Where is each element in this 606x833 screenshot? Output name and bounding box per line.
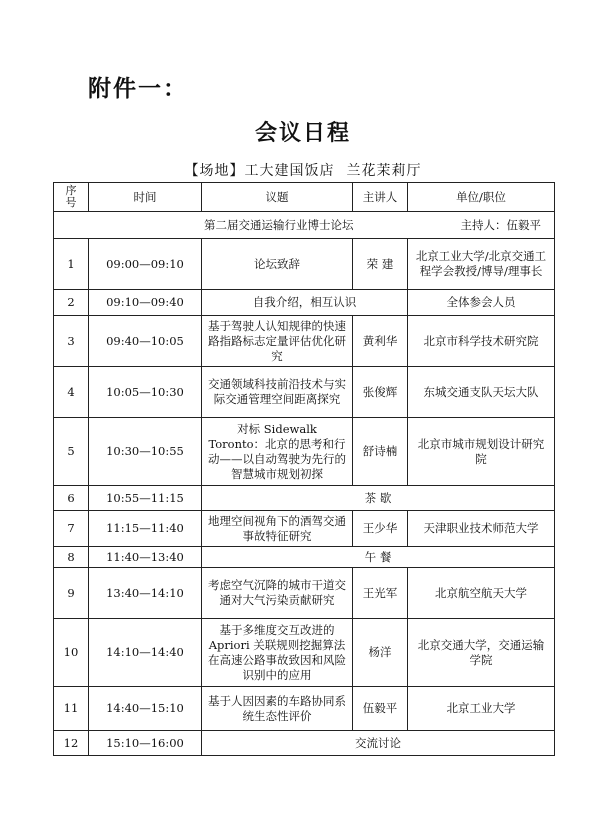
row-time: 14:40—15:10: [89, 687, 202, 731]
header-seq-line-1: 序: [65, 184, 77, 197]
row-affiliation: 北京市科学技术研究院: [408, 316, 555, 367]
row-time: 11:15—11:40: [89, 511, 202, 547]
venue-room: 兰花茉莉厅: [346, 163, 422, 179]
schedule-table: [53, 182, 555, 756]
row-topic: 考虑空气沉降的城市干道交通对大气污染贡献研究: [202, 568, 353, 619]
row-affiliation: 北京市城市规划设计研究院: [408, 418, 555, 486]
row-time: 14:10—14:40: [89, 619, 202, 687]
table-row: [54, 239, 555, 290]
row-number: 6: [54, 486, 89, 511]
venue-bracket-label: 【场地】: [184, 163, 245, 179]
table-row: [54, 511, 555, 547]
row-topic: 论坛致辞: [202, 239, 353, 290]
row-topic: 基于驾驶人认知规律的快速路指路标志定量评估优化研究: [202, 316, 353, 367]
row-time: 10:55—11:15: [89, 486, 202, 511]
row-number: 12: [54, 731, 89, 756]
row-speaker: 王光军: [353, 568, 408, 619]
header-affiliation: 单位/职位: [408, 183, 555, 212]
row-topic: 地理空间视角下的酒驾交通事故特征研究: [202, 511, 353, 547]
row-number: 4: [54, 367, 89, 418]
row-break-label: 午 餐: [202, 547, 555, 568]
row-topic: 对标 Sidewalk Toronto：北京的思考和行动——以自动驾驶为先行的智慧城市规划初探: [202, 418, 353, 486]
row-affiliation: 天津职业技术师范大学: [408, 511, 555, 547]
row-topic: 基于人因因素的车路协同系统生态性评价: [202, 687, 353, 731]
row-number: 9: [54, 568, 89, 619]
row-speaker: 舒诗楠: [353, 418, 408, 486]
session-cell: [54, 212, 555, 239]
row-number: 2: [54, 290, 89, 316]
header-seq-line-2: 号: [65, 196, 77, 209]
row-topic: 交通领域科技前沿技术与实际交通管理空间距离探究: [202, 367, 353, 418]
row-number: 1: [54, 239, 89, 290]
header-seq: [54, 183, 89, 212]
row-time: 15:10—16:00: [89, 731, 202, 756]
row-topic: 基于多维度交互改进的 Apriori 关联规则挖掘算法在高速公路事故致因和风险识别中的应用: [202, 619, 353, 687]
row-break-label: 交流讨论: [202, 731, 555, 756]
table-row: [54, 418, 555, 486]
row-number: 5: [54, 418, 89, 486]
row-topic: 自我介绍，相互认识: [202, 290, 408, 316]
header-time: 时间: [89, 183, 202, 212]
row-time: 10:30—10:55: [89, 418, 202, 486]
row-number: 8: [54, 547, 89, 568]
row-time: 13:40—14:10: [89, 568, 202, 619]
row-time: 10:05—10:30: [89, 367, 202, 418]
venue-hotel: 工大建国饭店: [244, 163, 335, 179]
row-break-label: 茶 歇: [202, 486, 555, 511]
row-speaker: 张俊辉: [353, 367, 408, 418]
row-number: 11: [54, 687, 89, 731]
table-row: [54, 619, 555, 687]
row-number: 7: [54, 511, 89, 547]
row-affiliation: 北京航空航天大学: [408, 568, 555, 619]
header-topic: 议题: [202, 183, 353, 212]
row-affiliation: 北京交通大学，交通运输学院: [408, 619, 555, 687]
session-row: [54, 212, 555, 239]
row-time: 09:10—09:40: [89, 290, 202, 316]
row-speaker: 黄利华: [353, 316, 408, 367]
row-number: 3: [54, 316, 89, 367]
table-row: [54, 367, 555, 418]
header-speaker: 主讲人: [353, 183, 408, 212]
row-time: 11:40—13:40: [89, 547, 202, 568]
table-row: [54, 290, 555, 316]
session-chair: 主持人：伍毅平: [460, 217, 541, 232]
table-header-row: [54, 183, 555, 212]
row-affiliation: 全体参会人员: [408, 290, 555, 316]
table-row: [54, 731, 555, 756]
row-speaker: 荣 建: [353, 239, 408, 290]
table-row: [54, 486, 555, 511]
row-affiliation: 北京工业大学/北京交通工程学会教授/博导/理事长: [408, 239, 555, 290]
row-speaker: 杨洋: [353, 619, 408, 687]
venue-line: [0, 160, 606, 180]
table-row: [54, 316, 555, 367]
table-row: [54, 568, 555, 619]
row-number: 10: [54, 619, 89, 687]
row-speaker: 王少华: [353, 511, 408, 547]
session-title: 第二届交通运输行业博士论坛: [204, 217, 354, 232]
attachment-label: 附件一：: [88, 76, 188, 102]
table-row: [54, 547, 555, 568]
row-affiliation: 北京工业大学: [408, 687, 555, 731]
page-title: 会议日程: [254, 121, 351, 146]
table-row: [54, 687, 555, 731]
row-speaker: 伍毅平: [353, 687, 408, 731]
row-affiliation: 东城交通支队天坛大队: [408, 367, 555, 418]
row-time: 09:40—10:05: [89, 316, 202, 367]
row-time: 09:00—09:10: [89, 239, 202, 290]
